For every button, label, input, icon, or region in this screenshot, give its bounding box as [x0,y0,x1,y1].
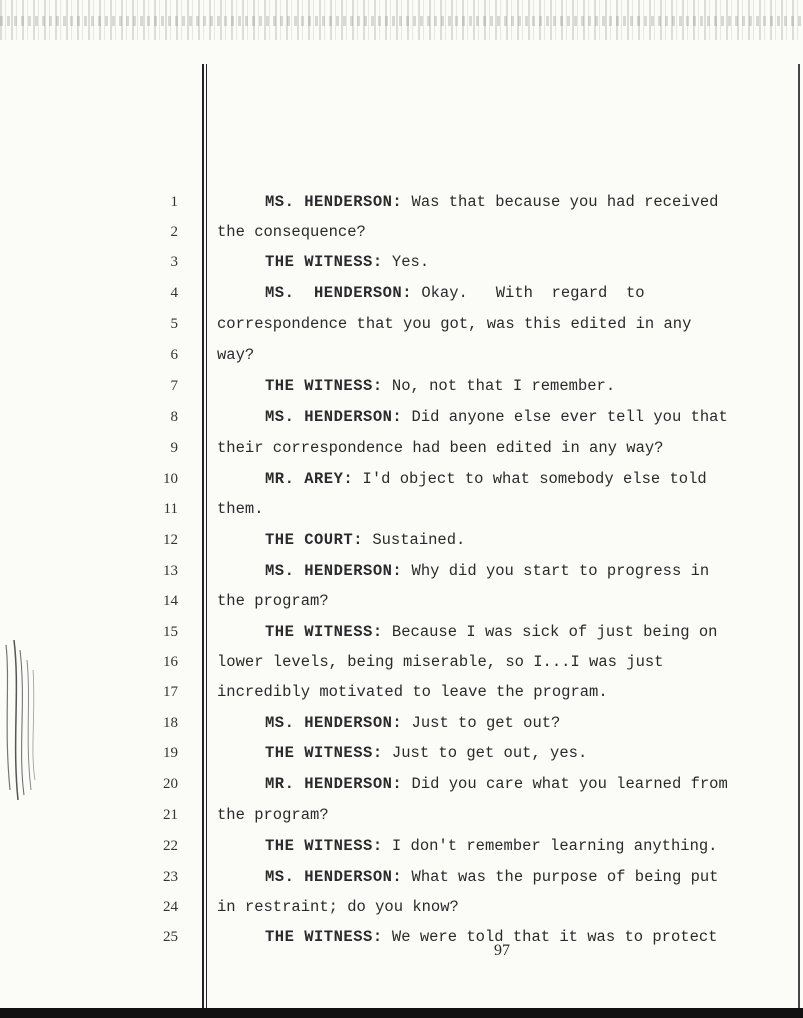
line-number: 14 [163,593,178,609]
line-number: 16 [163,654,178,670]
line-number: 5 [170,316,178,332]
transcript-line [150,402,800,432]
transcript-line [150,464,800,494]
line-number: 13 [163,563,178,579]
line-text: Why did you start to progress in [402,562,710,580]
speaker-label: MS. HENDERSON: [265,562,403,580]
line-text: way? [217,346,255,364]
speaker-label: THE WITNESS: [265,744,383,762]
line-number: 3 [170,254,178,270]
line-number: 15 [163,624,178,640]
speaker-label: THE WITNESS: [265,837,383,855]
transcript-line [150,340,800,370]
line-number: 25 [163,929,178,945]
line-text: correspondence that you got, was this edited in any [217,315,692,333]
line-text: in restraint; do you know? [217,898,459,916]
transcript-line [150,708,800,738]
line-number: 17 [163,684,178,700]
speaker-label: MS. HENDERSON: [265,193,403,211]
transcript-line [150,922,800,952]
speaker-label: THE WITNESS: [265,928,383,946]
line-text: the program? [217,806,329,824]
line-number: 12 [163,532,178,548]
line-text: No, not that I remember. [382,377,616,395]
transcript-line [150,309,800,339]
transcript-line [150,677,800,707]
line-number: 22 [163,838,178,854]
line-text: lower levels, being miserable, so I...I was just [217,653,664,671]
page-number: 97 [494,942,510,959]
transcript-line [150,217,800,247]
line-number: 7 [170,378,178,394]
line-text: Just to get out? [402,714,561,732]
line-number: 4 [170,285,178,301]
line-number: 8 [170,409,178,425]
speaker-label: MR. HENDERSON: [265,775,403,793]
line-text: the program? [217,592,329,610]
speaker-label: THE WITNESS: [265,377,383,395]
line-text: their correspondence had been edited in any way? [217,439,664,457]
speaker-label: THE COURT: [265,531,364,549]
speaker-label: THE WITNESS: [265,623,383,641]
line-number: 6 [170,347,178,363]
line-text: them. [217,500,264,518]
line-text: incredibly motivated to leave the program. [217,683,608,701]
line-text: Yes. [382,253,430,271]
line-text: What was the purpose of being put [402,868,719,886]
scan-edge-bottom [0,1008,803,1018]
transcript-line [150,862,800,892]
line-text: I'd object to what somebody else told [353,470,707,488]
line-text: the consequence? [217,223,366,241]
transcript-line [150,525,800,555]
speaker-label: MS. HENDERSON: [265,284,413,302]
speaker-label: MR. AREY: [265,470,354,488]
line-text: Was that because you had received [402,193,719,211]
transcript-line [150,433,800,463]
transcript-line [150,278,800,308]
speaker-label: MS. HENDERSON: [265,714,403,732]
scan-noise-top [0,0,803,40]
line-number: 1 [170,194,178,210]
line-text: Sustained. [363,531,466,549]
transcript-line [150,800,800,830]
line-text: I don't remember learning anything. [382,837,718,855]
line-number: 24 [163,899,178,915]
transcript-line [150,586,800,616]
line-number: 2 [170,224,178,240]
speaker-label: THE WITNESS: [265,253,383,271]
transcript-line [150,371,800,401]
line-text: We were told that it was to protect [382,928,718,946]
line-number: 10 [163,471,178,487]
line-text: Okay. With regard to [412,284,645,302]
transcript-line [150,738,800,768]
binding-mark-artifact [0,640,40,800]
line-text: Did anyone else ever tell you that [402,408,728,426]
line-number: 20 [163,776,178,792]
transcript-line [150,769,800,799]
line-number: 11 [163,501,178,517]
line-number: 18 [163,715,178,731]
line-number: 19 [163,745,178,761]
line-text: Did you care what you learned from [402,775,728,793]
line-text: Just to get out, yes. [382,744,588,762]
transcript-line [150,831,800,861]
transcript-line [150,892,800,922]
transcript-line [150,556,800,586]
transcript-line [150,247,800,277]
transcript-line [150,647,800,677]
line-number: 23 [163,869,178,885]
speaker-label: MS. HENDERSON: [265,408,403,426]
line-number: 9 [170,440,178,456]
speaker-label: MS. HENDERSON: [265,868,403,886]
transcript-line [150,617,800,647]
line-number: 21 [163,807,178,823]
transcript-line [150,187,800,217]
transcript-line [150,494,800,524]
line-text: Because I was sick of just being on [382,623,718,641]
